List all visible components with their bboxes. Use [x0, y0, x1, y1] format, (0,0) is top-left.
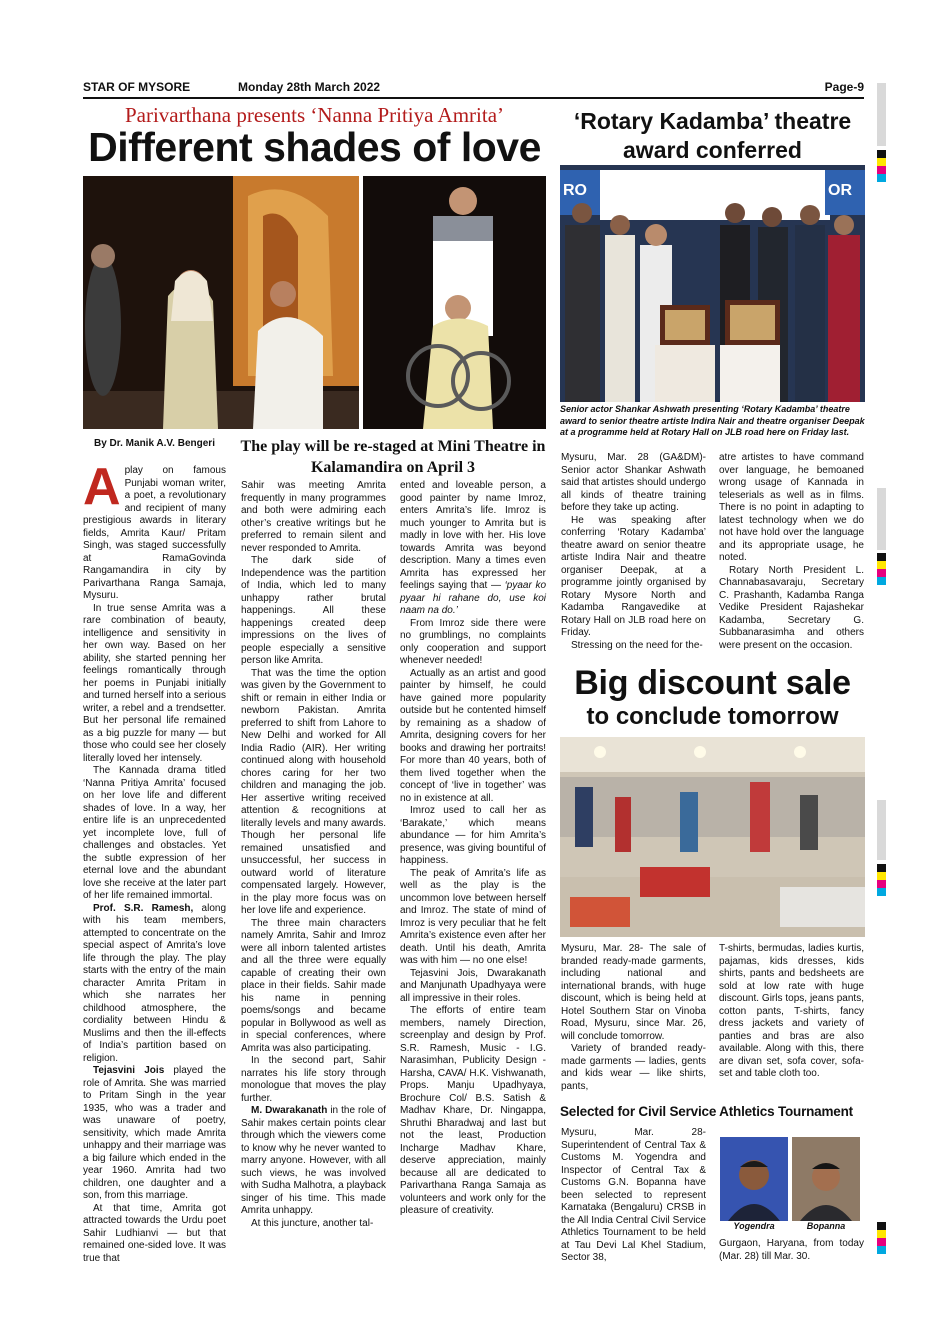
story2-headline — [560, 107, 865, 165]
paragraph — [83, 1065, 226, 1203]
paragraph: Mysuru, Mar. 28 (GA&DM)- Senior actor Shankar Ashwath said that artistes should undergo all kinds of theatre training before they take up acting. — [561, 452, 706, 513]
yogendra-name: Yogendra — [733, 1221, 775, 1231]
paragraph: That was the time the option was given by the Government to shift or remain in either India or newborn Pakistan. Amrita preferred to shift from Lahore to New Delhi and worked for All India Radio (AIR). Her writing continued along with household chores caring for her two children and managing the job. Her assertive writing received attention & recognitions at literally levels and many awards. Though her personal life remained unsatisfied and unsuccessful, her success in outward world of literature compensated largely. However, in the play more focus was on her love life and experience. — [241, 667, 386, 916]
registration-cyan — [877, 174, 886, 182]
masthead — [83, 80, 864, 96]
story3-column-2 — [719, 943, 864, 1081]
registration-cyan — [877, 577, 886, 585]
paragraph — [83, 458, 226, 603]
story3-headline: Big discount sale — [574, 664, 851, 702]
paragraph: Mysuru, Mar. 28- Superintendent of Central Tax & Customs M. Yogendra and Inspector of Central Tax & Customs G.N. Bopanna have been selected to represent Karnataka (Bengaluru) CRSB in the All India Central Civil Service Athletics Tournament to be held at Tau Devi Lal Khel Stadium, Sector 38, — [561, 1127, 706, 1263]
paragraph: The three main characters namely Amrita, Sahir and Imroz were all inborn talented artistes and all the three were equally capable of creating their own place in their fields. Sahir made his name in penning poems/songs and became popular in Bollywood as well as in special conferences, where Amrita was also participating. — [241, 917, 386, 1054]
registration-magenta — [877, 1238, 886, 1246]
story1-byline: By Dr. Manik A.V. Bengeri — [94, 438, 215, 449]
paragraph: T-shirts, bermudas, ladies kurtis, pajamas, kids dresses, kids shirts, pants and bedsheets are sold at low rate with huge discount. Girls tops, jeans pants, cotton pants, T-shirts, fancy dress jackets and variety of panties and bras are also available. Along with this, there are divan set, sofa cover, sofa-set and table cloth too. — [719, 943, 864, 1079]
page-number: Page-9 — [824, 80, 864, 94]
person-name: Prof. S.R. Ramesh, — [93, 902, 194, 914]
story1-column-2 — [241, 480, 386, 1230]
registration-yellow — [877, 158, 886, 166]
issue-date: Monday 28th March 2022 — [238, 80, 381, 94]
paragraph: Sahir was meeting Amrita frequently in many programmes and both were admiring each other’s creative writings but he preferred to remain silent and never responded to Amrita. — [241, 480, 386, 554]
person-name: Tejasvini Jois — [93, 1065, 165, 1076]
person-name: M. Dwarakanath — [251, 1105, 328, 1116]
paragraph: atre artistes to have command over language, he bemoaned wrong usage of Kannada in teleserials as well as in films. There is no point in adapting to latest technology when we do not have hold over the language and its appropriate usage, he noted. — [719, 452, 864, 563]
quote: ‘pyaar ko pyaar hi rahane do, use koi naam na do.’ — [400, 580, 547, 616]
registration-black — [877, 553, 886, 561]
award-ceremony-photo — [560, 165, 865, 402]
paragraph-text: along with his team members, attempted to concentrate on the special aspect of Amrita’s love life through the play. The play starts with the entry of the main character Amrita Pritam in which she narrates her childhood atmosphere, the cordiality between Hindu & Muslims and then the ill-effects of India’s partition based on religion. — [83, 902, 227, 1064]
paragraph: Stressing on the need for the- — [571, 639, 703, 651]
banner-text-left: RO — [563, 182, 587, 199]
paragraph: At this juncture, another tal- — [251, 1217, 374, 1229]
banner-text-right: OR — [828, 182, 852, 199]
bopanna-photo — [792, 1137, 860, 1221]
story4-column-1 — [561, 1127, 706, 1265]
drop-cap: A — [83, 458, 121, 516]
story4-headline: Selected for Civil Service Athletics Tournament — [560, 1104, 853, 1119]
story1-kicker: Parivarthana presents ‘Nanna Pritiya Amrita’ — [124, 103, 505, 127]
paragraph — [241, 1105, 386, 1218]
grey-registration-bar — [877, 800, 886, 860]
story3-column-1 — [561, 943, 706, 1093]
story1-column-3 — [400, 480, 546, 1218]
registration-magenta — [877, 569, 886, 577]
paragraph — [400, 480, 546, 618]
headline-line-2: award conferred — [623, 137, 802, 163]
paragraph-text: play on famous Punjabi woman writer, a poet, a revolutionary and recipient of many prestigious awards in literary fields, Amrita Kaur/ Pritam Singh, was staged successfully at RamaGovinda Rangamandira in city by Parivarthana Ranga Samaja, Mysuru. — [83, 465, 226, 601]
bopanna-name: Bopanna — [806, 1221, 846, 1231]
paragraph: At that time, Amrita got attracted towards the Urdu poet Sahir Ludhianvi — but that remained one-sided love. It was true that — [83, 1202, 226, 1264]
paragraph: In the second part, Sahir narrates his life story through monologue that moves the play further. — [241, 1055, 386, 1104]
registration-cyan — [877, 1246, 886, 1254]
paragraph: Imroz used to call her as ‘Barakate,’ which means abundance — for him Amrita’s presence, was giving bountiful of happiness. — [400, 805, 546, 866]
paragraph: Rotary North President L. Channabasavaraju, Secretary C. Prashanth, Kadamba Ranga Vedike President Rajashekar Kadamba, Secretary G. Subbanarasimha and others were present on the occasion. — [719, 564, 864, 651]
story4-column-2 — [719, 1238, 864, 1263]
paragraph — [83, 903, 226, 1066]
registration-yellow — [877, 872, 886, 880]
paragraph: From Imroz side there were no grumblings, no complaints only cooperation and support whenever needed! — [400, 617, 546, 666]
story2-column-2 — [719, 452, 864, 652]
paragraph: The peak of Amrita’s life as well as the play is the uncommon love between herself and Imroz. The state of mind of Imroz is very peculiar that he felt Amrita’s existence even after her death. Until his death, Amrita was with him — no one else! — [400, 867, 546, 966]
paragraph: He was speaking after conferring ‘Rotary Kadamba’ theatre award on senior theatre artiste Indira Nair and theatre organiser Deepak, at a programme jointly organised by Rotary Mysore North and Kadamba Rangavedike at Rotary Hall on JLB road here on Friday. — [561, 514, 706, 638]
story2-column-1 — [561, 452, 706, 652]
paragraph-text: played the role of Amrita. She was married to Pritam Singh in the year 1935, who was a trader and was unaware of poetry, sensitivity, which made Amrita unhappy and their marriage was a big failure which ended in the year 1960. Amrita had two children, one daughter and a son, from this marriage. — [83, 1065, 226, 1201]
registration-black — [877, 150, 886, 158]
masthead-rule — [83, 97, 864, 99]
discount-sale-photo — [560, 737, 865, 937]
paragraph: In true sense Amrita was a rare combination of beauty, intelligence and sensitivity in her own way. Based on her ability, she started penning her feelings romantically through her poems in Punjabi initially and turned herself into a serious writer, a rebel and a trendsetter. But her personal life remained as a big puzzle for many — but those who could see her closely literally loved her intensely. — [83, 602, 226, 764]
paragraph: The dark side of Independence was the partition of India, which led to many unhappy rather brutal happenings. All these happenings created deep impressions on the lives of people especially a sensitive person like Amrita. — [241, 555, 386, 666]
paragraph: Tejasvini Jois, Dwarakanath and Manjunath Upadhyaya were all impressive in their roles. — [400, 967, 546, 1004]
headline-line-1: ‘Rotary Kadamba’ theatre — [573, 108, 852, 134]
play-scene-photo-2 — [363, 176, 546, 429]
story1-column-1 — [83, 458, 227, 1265]
yogendra-photo — [720, 1137, 788, 1221]
registration-black — [877, 864, 886, 872]
award-photo-caption: Senior actor Shankar Ashwath presenting ‘Rotary Kadamba’ theatre award to senior theatre artiste Indira Nair and theatre organiser Deepak at a programme held at Rotary Hall on JLB road here on Friday last. — [560, 404, 865, 437]
paragraph-text: ented and loveable person, a good painter by name Imroz, enters Amrita’s life. Imroz is much younger to Amrita but is madly in love with her. His love towards Amrita was beyond description. Many a times even Amrita has expressed her feelings saying that — — [400, 480, 546, 591]
grey-registration-bar — [877, 488, 886, 550]
registration-yellow — [877, 1230, 886, 1238]
registration-magenta — [877, 880, 886, 888]
paragraph: Mysuru, Mar. 28- The sale of branded ready-made garments, including national and international brands, with huge discount, which is being held at Hotel Southern Star on Vinoba Road, Mysuru, since Mar. 26, will conclude tomorrow. — [561, 943, 706, 1042]
story1-subhead: The play will be re-staged at Mini Theatre in Kalamandira on April 3 — [240, 438, 546, 476]
registration-cyan — [877, 888, 886, 896]
paragraph: Variety of branded ready-made garments — ladies, gents and kids wear — like shirts, pants, — [561, 1043, 706, 1092]
story3-subhead: to conclude tomorrow — [586, 703, 839, 730]
registration-magenta — [877, 166, 886, 174]
paragraph: Actually as an artist and good painter by himself, he could have gained more popularity outside but he contented himself by remaining as a shadow of Amrita, designing covers for her books and drawing her portraits! For more than 40 years, both of them lived together when the concept of ‘live in together’ was no in existence at all. — [400, 667, 546, 804]
paragraph-text: in the role of Sahir makes certain points clear through which the viewers come to know why he never wanted to marry anyone. However, with all such views, he was involved with Sudha Malhotra, a playback singer of his time. This made Amrita unhappy. — [241, 1105, 386, 1216]
play-scene-photo-1 — [83, 176, 359, 429]
paragraph: The efforts of entire team members, namely Direction, screenplay and design by Prof. S.R. Ramesh, Music - I.G. Narasimhan, Publicity Design - Harsha, CAVA/ H.K. Vishwanath, Props. Manju Upadhyaya, Brochure Col/ B.S. Satish & Madhav Khare, Dr. Ningappa, Shruthi Bharadwaj and last but not the least, Production Incharge Madhav Khare, deserve appreciation, mainly because all are dedicated to Parivarthana Ranga Samaja as volunteers and work only for the pleasure of creativity. — [400, 1005, 546, 1216]
paragraph: Gurgaon, Haryana, from today (Mar. 28) till Mar. 30. — [719, 1238, 864, 1262]
registration-yellow — [877, 561, 886, 569]
paper-name: STAR OF MYSORE — [83, 80, 191, 94]
paragraph: The Kannada drama titled ‘Nanna Pritiya Amrita’ focused on her love life and different shades of love. In a way, her entire life is an unprecedented yet incomplete love, full of challenges and obstacles. Yet the subtle expression of her eternal love and the abundant love she receive at the later part of her life remained immortal. — [83, 765, 226, 901]
grey-registration-bar — [877, 83, 886, 146]
story1-headline: Different shades of love — [88, 124, 541, 170]
registration-black — [877, 1222, 886, 1230]
